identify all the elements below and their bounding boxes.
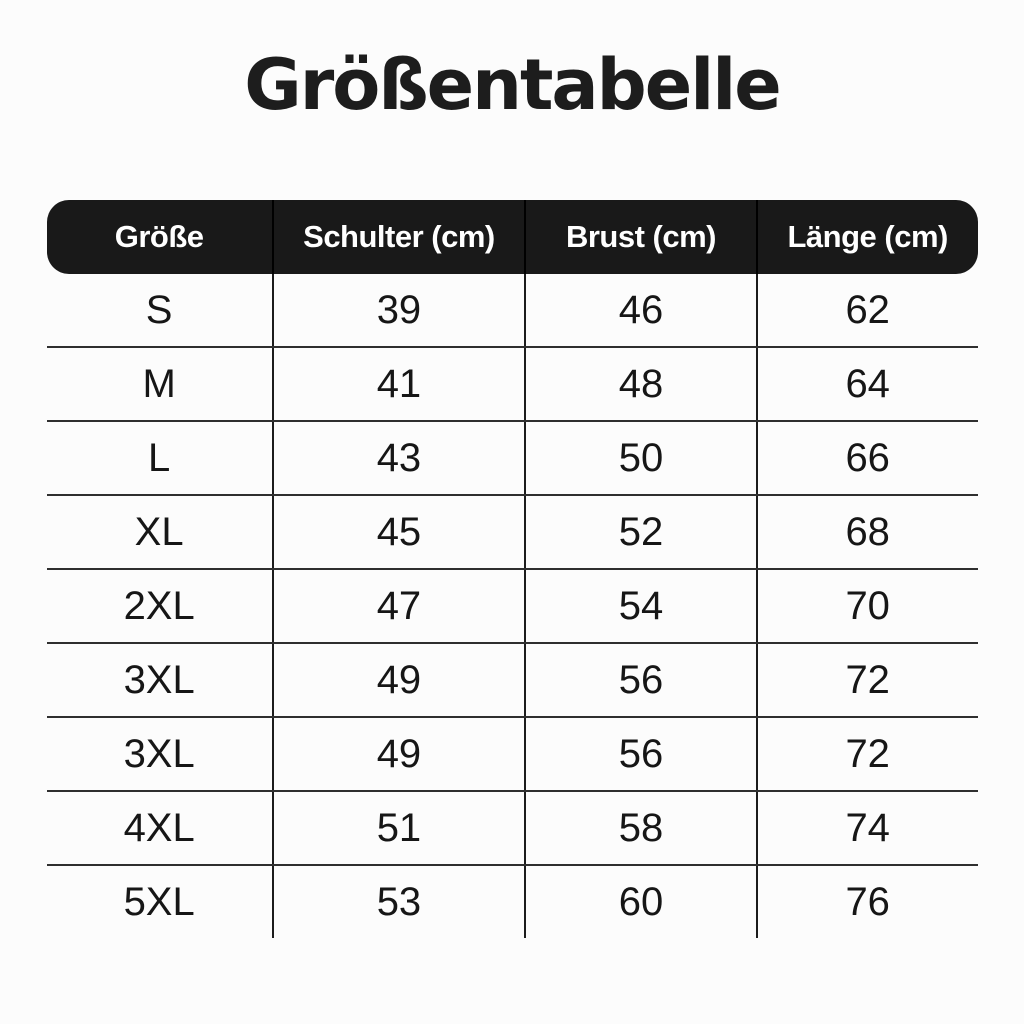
table-row bbox=[47, 420, 978, 494]
chest-cell: 56 bbox=[524, 644, 756, 716]
chest-cell: 50 bbox=[524, 422, 756, 494]
chest-cell: 48 bbox=[524, 348, 756, 420]
shoulder-cell: 45 bbox=[272, 496, 524, 568]
table-row bbox=[47, 864, 978, 938]
table-row bbox=[47, 346, 978, 420]
length-cell: 68 bbox=[756, 496, 978, 568]
size-cell: XL bbox=[134, 509, 184, 554]
chest-cell: 46 bbox=[524, 274, 756, 346]
table-row bbox=[47, 642, 978, 716]
header-cell-chest: Brust (cm) bbox=[524, 200, 756, 274]
length-cell: 74 bbox=[756, 792, 978, 864]
length-cell: 66 bbox=[756, 422, 978, 494]
size-cell: 3XL bbox=[123, 731, 195, 776]
size-cell: 5XL bbox=[123, 879, 195, 924]
chest-cell: 56 bbox=[524, 718, 756, 790]
table-row bbox=[47, 568, 978, 642]
chest-cell: 58 bbox=[524, 792, 756, 864]
header-cell-length: Länge (cm) bbox=[756, 200, 978, 274]
shoulder-cell: 51 bbox=[272, 792, 524, 864]
size-cell: 2XL bbox=[123, 583, 195, 628]
table-body bbox=[47, 274, 978, 938]
shoulder-cell: 49 bbox=[272, 644, 524, 716]
shoulder-cell: 43 bbox=[272, 422, 524, 494]
length-cell: 70 bbox=[756, 570, 978, 642]
size-cell: M bbox=[142, 361, 176, 406]
size-chart-table bbox=[47, 200, 978, 938]
size-cell: 3XL bbox=[123, 657, 195, 702]
shoulder-cell: 53 bbox=[272, 866, 524, 938]
table-row bbox=[47, 494, 978, 568]
length-cell: 62 bbox=[756, 274, 978, 346]
page-title: Größentabelle bbox=[244, 44, 780, 126]
size-cell: S bbox=[145, 287, 173, 332]
length-cell: 72 bbox=[756, 718, 978, 790]
header-cell-shoulder: Schulter (cm) bbox=[272, 200, 524, 274]
length-cell: 76 bbox=[756, 866, 978, 938]
length-cell: 72 bbox=[756, 644, 978, 716]
chest-cell: 54 bbox=[524, 570, 756, 642]
shoulder-cell: 47 bbox=[272, 570, 524, 642]
chest-cell: 52 bbox=[524, 496, 756, 568]
size-cell: L bbox=[148, 435, 171, 480]
shoulder-cell: 49 bbox=[272, 718, 524, 790]
shoulder-cell: 41 bbox=[272, 348, 524, 420]
table-row bbox=[47, 716, 978, 790]
table-row bbox=[47, 790, 978, 864]
length-cell: 64 bbox=[756, 348, 978, 420]
chest-cell: 60 bbox=[524, 866, 756, 938]
table-header-row bbox=[47, 200, 978, 274]
shoulder-cell: 39 bbox=[272, 274, 524, 346]
header-cell-size: Größe bbox=[114, 219, 204, 254]
size-cell: 4XL bbox=[123, 805, 195, 850]
table-row bbox=[47, 274, 978, 346]
